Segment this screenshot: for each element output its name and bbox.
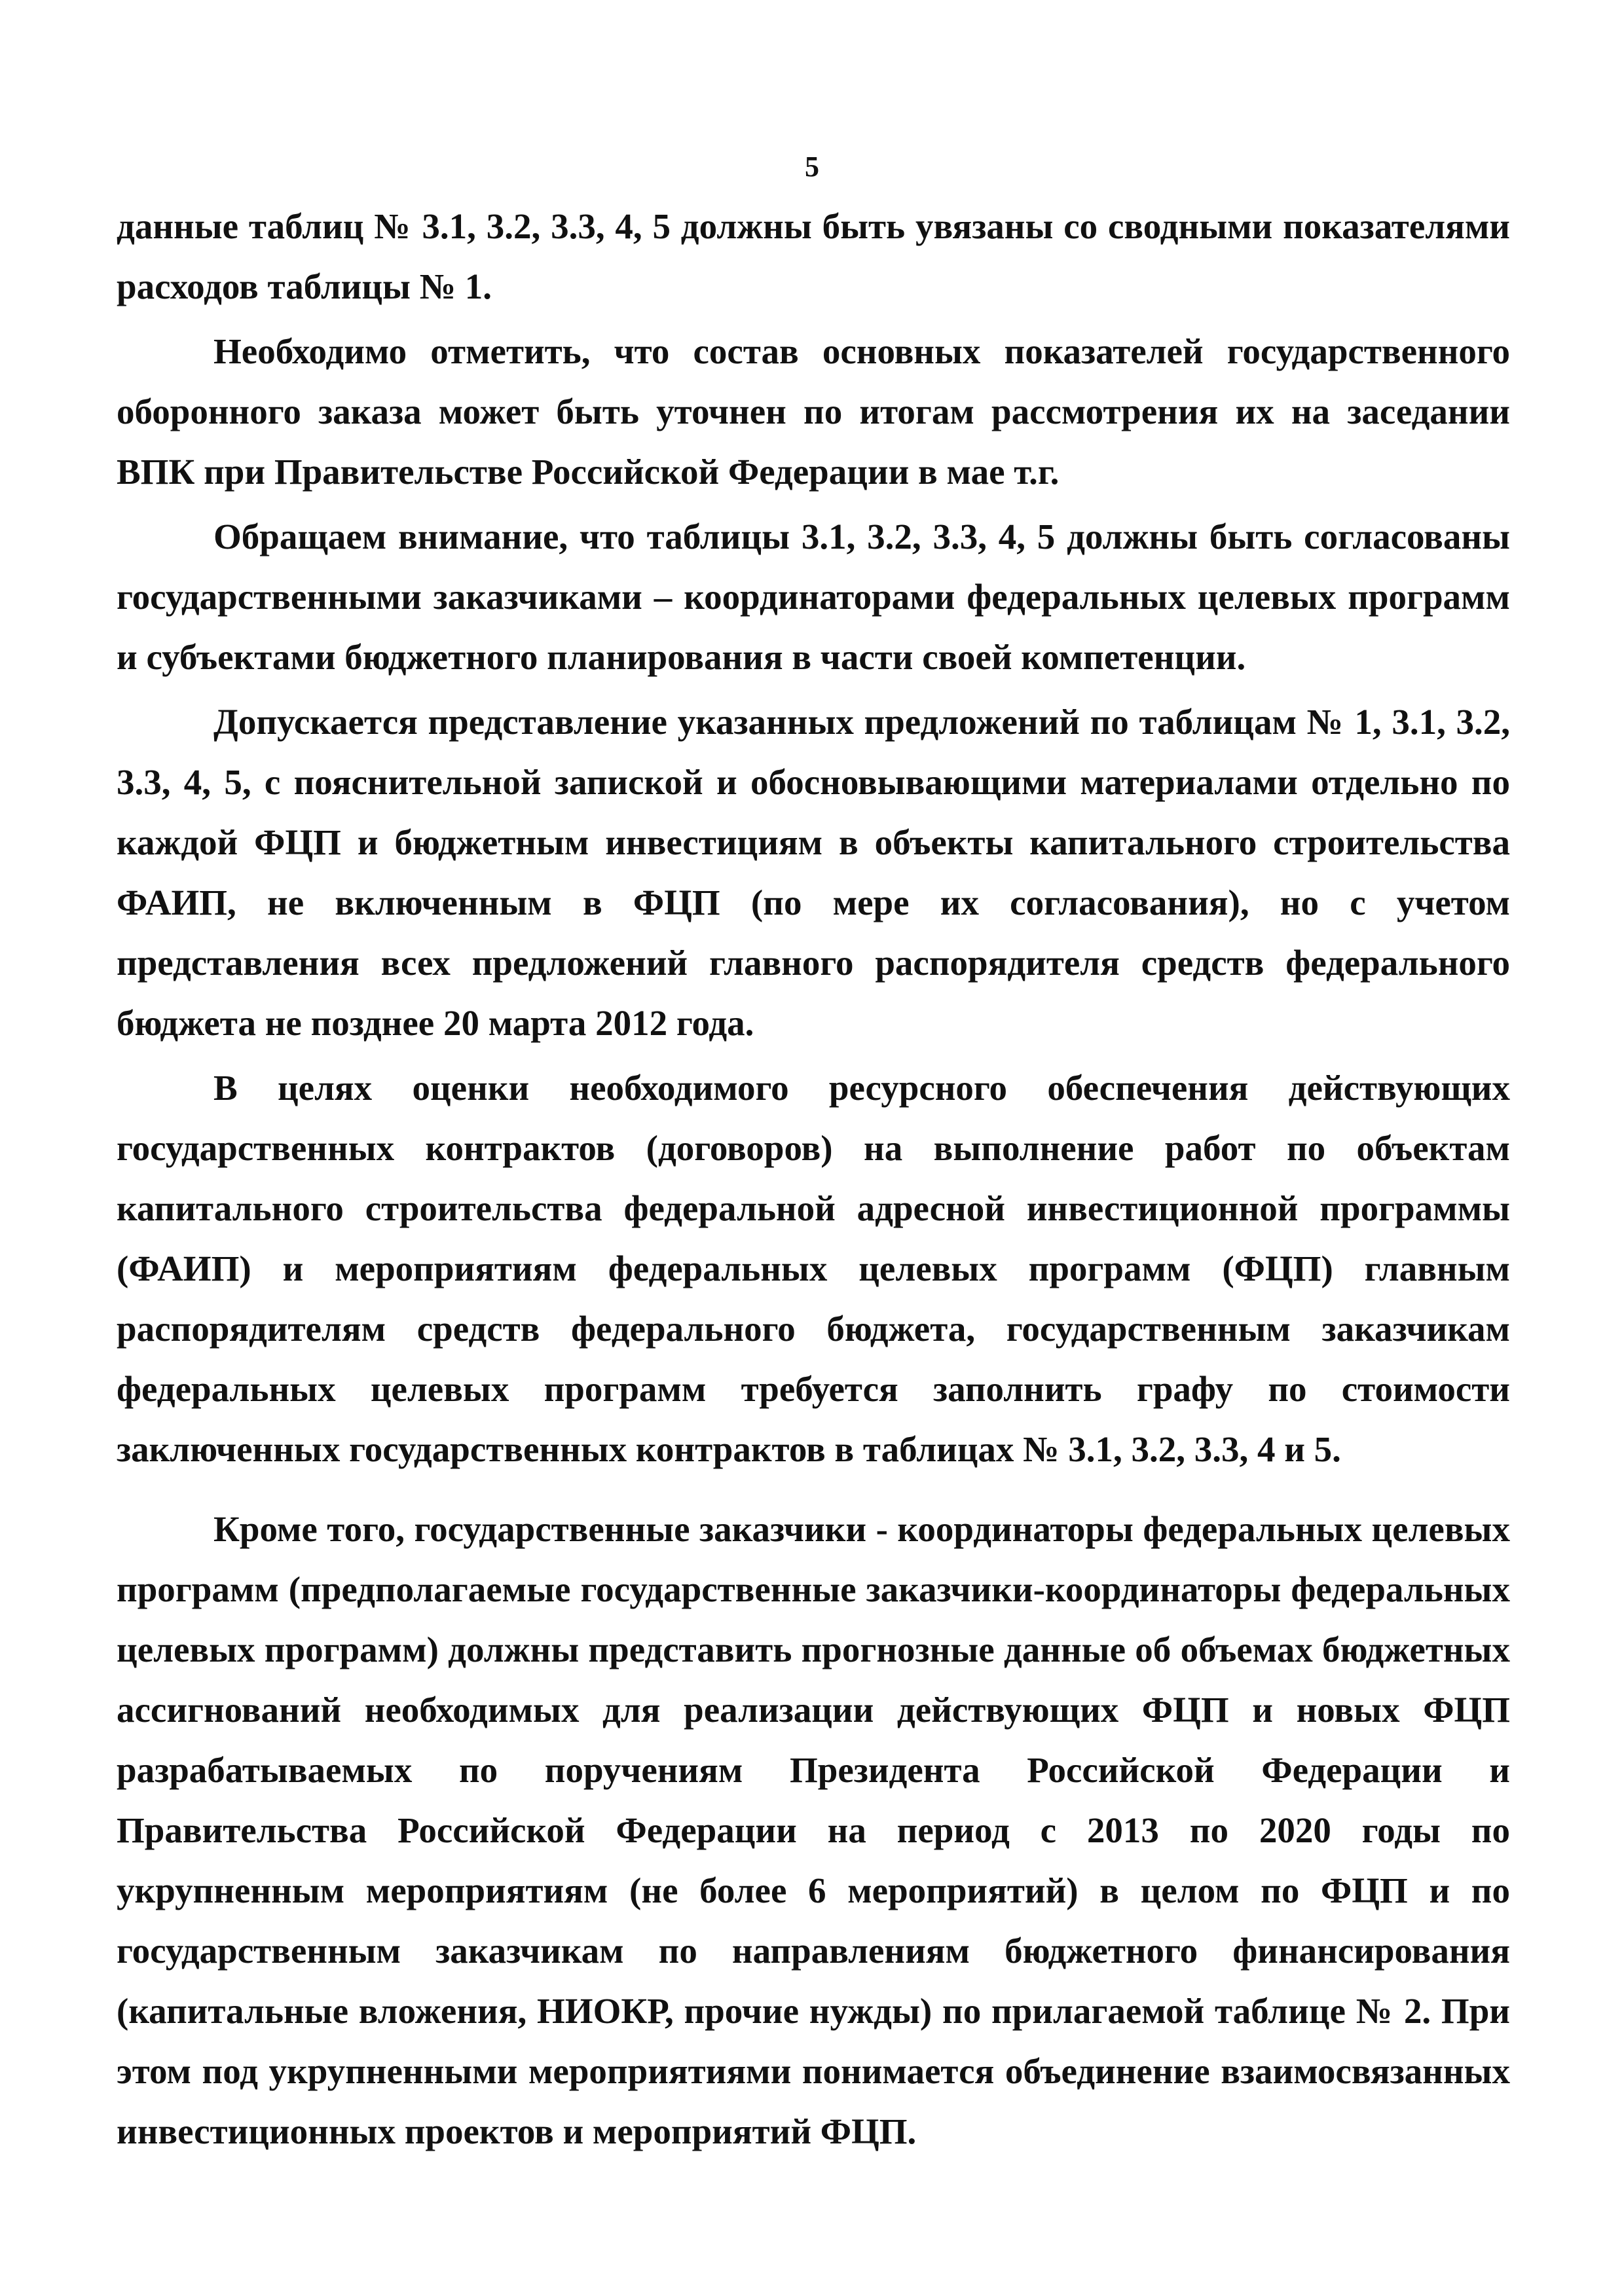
paragraph-contracts: В целях оценки необходимого ресурсного обеспечения действующих государственных контрактов (договоров) на выполнение работ по объектам капитального строительства федеральной адресной инвестиционной программы (ФАИП) и мероприятиям федеральных целевых программ (ФЦП) главным распорядителям средств федерального бюджета, государственным заказчикам федеральных целевых программ требуется заполнить графу по стоимости заключенных государственных контрактов в таблицах № 3.1, 3.2, 3.3, 4 и 5.: [117, 1068, 1510, 1469]
paragraph-submission: Допускается представление указанных предложений по таблицам № 1, 3.1, 3.2, 3.3, 4, 5, с пояснительной запиской и обосновывающими материалами отдельно по каждой ФЦП и бюджетным инвестициям в объекты капитального строительства ФАИП, не включенным в ФЦП (по мере их согласования), но с учетом представления всех предложений главного распорядителя средств федерального бюджета не позднее 20 марта 2012 года.: [117, 702, 1510, 1043]
document-body: [117, 196, 1510, 2166]
page-number: 5: [805, 151, 819, 183]
paragraph-tables-link: данные таблиц № 3.1, 3.2, 3.3, 4, 5 должны быть увязаны со сводными показателями расходов таблицы № 1.: [117, 206, 1510, 306]
paragraph-forecast: Кроме того, государственные заказчики - координаторы федеральных целевых программ (предполагаемые государственные заказчики-координаторы федеральных целевых программ) должны представить прогнозные данные об объемах бюджетных ассигнований необходимых для реализации действующих ФЦП и новых ФЦП разрабатываемых по поручениям Президента Российской Федерации и Правительства Российской Федерации на период с 2013 по 2020 годы по укрупненным мероприятиям (не более 6 мероприятий) в целом по ФЦП и по государственным заказчикам по направлениям бюджетного финансирования (капитальные вложения, НИОКР, прочие нужды) по прилагаемой таблице № 2. При этом под укрупненными мероприятиями понимается объединение взаимосвязанных инвестиционных проектов и мероприятий ФЦП.: [117, 1509, 1510, 2151]
paragraph-agreement: Обращаем внимание, что таблицы 3.1, 3.2, 3.3, 4, 5 должны быть согласованы государственными заказчиками – координаторами федеральных целевых программ и субъектами бюджетного планирования в части своей компетенции.: [117, 517, 1510, 677]
paragraph-defense-order: Необходимо отметить, что состав основных показателей государственного оборонного заказа может быть уточнен по итогам рассмотрения их на заседании ВПК при Правительстве Российской Федерации в мае т.г.: [117, 331, 1510, 492]
